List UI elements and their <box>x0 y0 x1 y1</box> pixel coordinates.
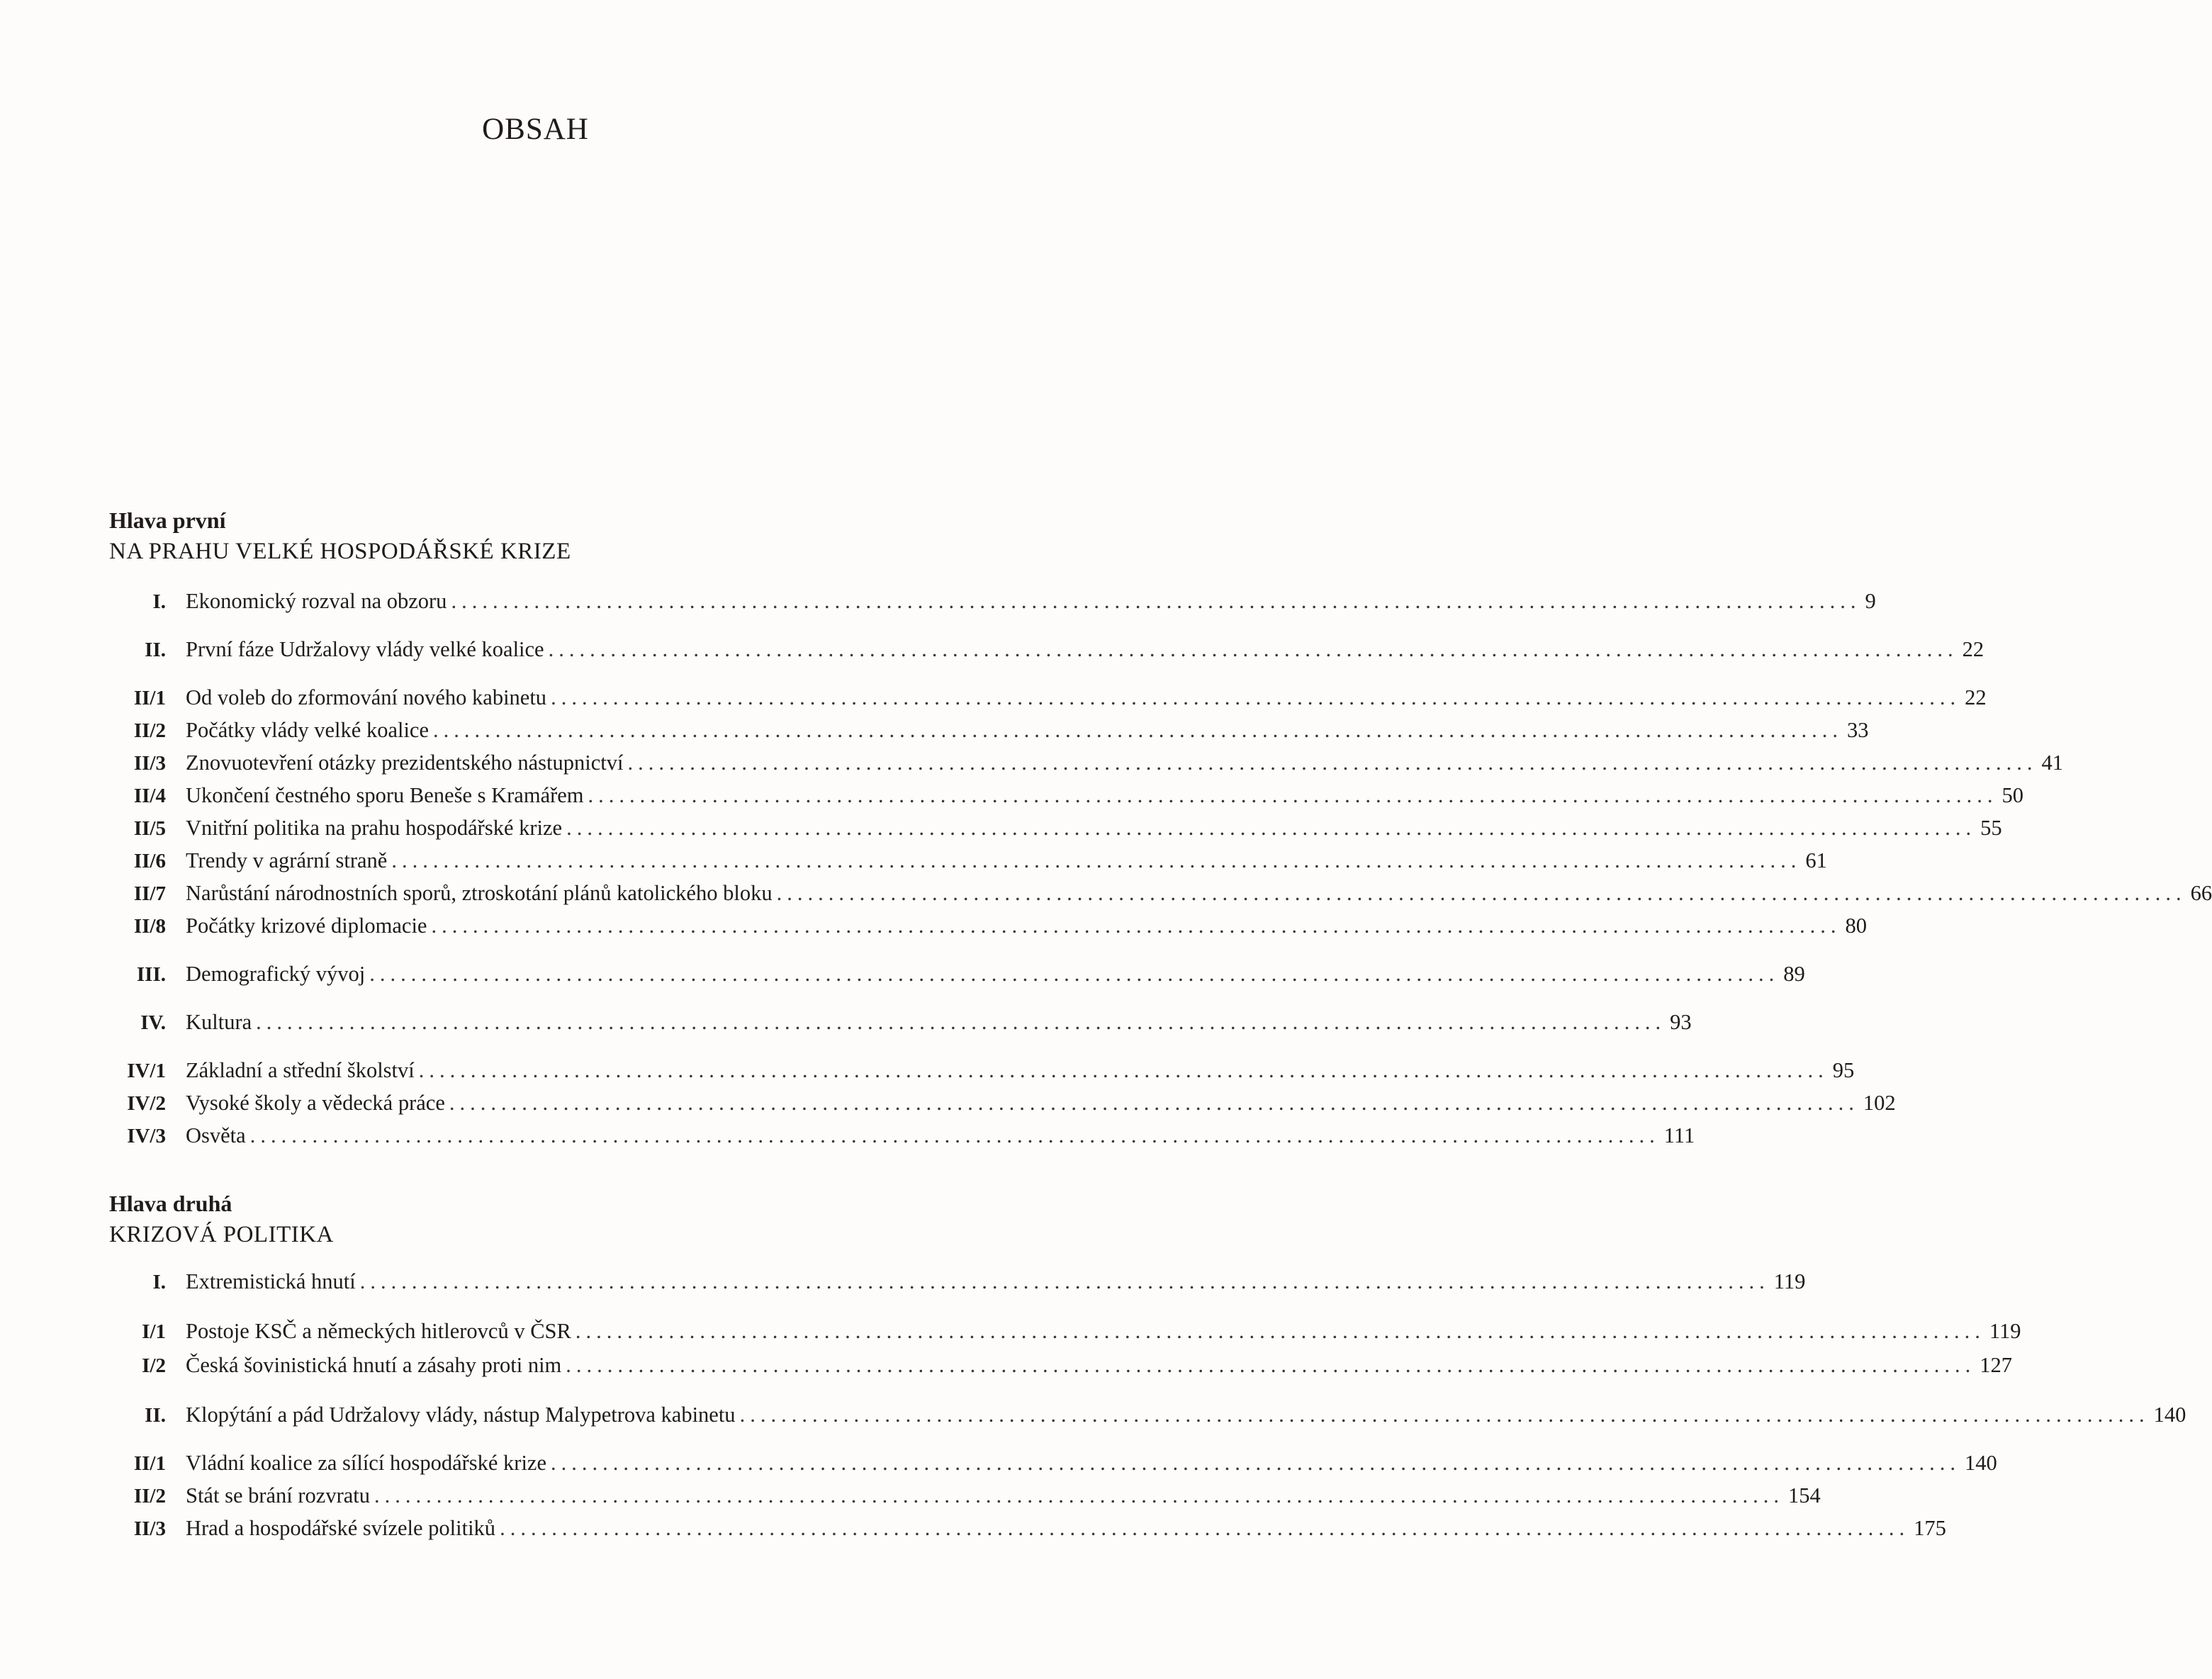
chapter-heading <box>109 506 960 568</box>
entry-page: 140 <box>1965 1451 1997 1475</box>
dot-leader: ........................................................................................................................................ <box>451 589 1861 613</box>
entry-number: I/1 <box>142 1320 166 1343</box>
entry-page: 119 <box>1773 1269 1806 1293</box>
dot-leader: ........................................................................................................................................ <box>418 1058 1829 1082</box>
entry-title: Ekonomický rozval na obzoru <box>186 589 447 613</box>
entry-number: II/7 <box>133 882 166 905</box>
entry-page: 89 <box>1783 962 1805 986</box>
dot-leader: ........................................................................................................................................ <box>431 914 1841 938</box>
entry-title: Vládní koalice za sílící hospodářské krize <box>186 1451 546 1475</box>
toc-entry[interactable] <box>109 634 1984 665</box>
entry-number: I. <box>152 1271 166 1293</box>
dot-leader: ........................................................................................................................................ <box>500 1516 1910 1540</box>
entry-number: IV/2 <box>127 1092 166 1115</box>
entry-number: IV/1 <box>127 1060 166 1082</box>
entry-title: Extremistická hnutí <box>186 1269 356 1293</box>
toc-entry[interactable] <box>109 1399 2186 1430</box>
entry-title: Klopýtání a pád Udržalovy vlády, nástup Malypetrova kabinetu <box>186 1403 736 1427</box>
entry-page: 50 <box>2002 783 2024 807</box>
toc-entry[interactable] <box>109 714 1869 746</box>
entry-title: Kultura <box>186 1010 252 1034</box>
entry-number: II/1 <box>133 1452 166 1475</box>
entry-title: Od voleb do zformování nového kabinetu <box>186 685 547 709</box>
toc-entry[interactable] <box>109 958 1805 989</box>
toc-entry[interactable] <box>109 1447 1997 1478</box>
entry-page: 22 <box>1965 685 1987 709</box>
dot-leader: ........................................................................................................................................ <box>433 718 1843 742</box>
entry-number: III. <box>136 963 166 986</box>
toc-entry[interactable] <box>109 780 2024 811</box>
entry-page: 33 <box>1847 718 1869 742</box>
toc-entry[interactable] <box>109 747 2063 778</box>
entry-number: II/8 <box>133 915 166 938</box>
toc-entry[interactable] <box>109 877 2212 909</box>
entry-number: II. <box>145 639 166 661</box>
entry-page: 9 <box>1865 589 1876 613</box>
entry-number: II. <box>145 1404 166 1427</box>
entry-title: Osvěta <box>186 1123 246 1147</box>
entry-number: II/3 <box>133 1517 166 1540</box>
dot-leader: ........................................................................................................................................ <box>551 685 1961 709</box>
entry-title: Trendy v agrární straně <box>186 848 388 872</box>
entry-page: 119 <box>1989 1319 2021 1343</box>
dot-leader: ........................................................................................................................................ <box>449 1091 1859 1115</box>
dot-leader: ........................................................................................................................................ <box>369 962 1780 986</box>
entry-page: 93 <box>1670 1010 1692 1034</box>
toc-entry[interactable] <box>109 682 1987 713</box>
chapter-title: NA PRAHU VELKÉ HOSPODÁŘSKÉ KRIZE <box>109 539 571 564</box>
entry-title: Hrad a hospodářské svízele politiků <box>186 1516 496 1540</box>
toc-entry[interactable] <box>109 1315 2021 1347</box>
toc-entry[interactable] <box>109 812 2002 843</box>
toc-entry[interactable] <box>109 1055 1855 1086</box>
dot-leader: ........................................................................................................................................ <box>359 1269 1770 1293</box>
dot-leader: ........................................................................................................................................ <box>627 751 2038 775</box>
entry-page: 95 <box>1832 1058 1855 1082</box>
chapter-label: Hlava druhá <box>109 1191 232 1216</box>
entry-title: Postoje KSČ a německých hitlerovců v ČSR <box>186 1319 571 1343</box>
entry-title: Ukončení čestného sporu Beneše s Kramářem <box>186 783 584 807</box>
entry-number: II/4 <box>133 785 166 807</box>
entry-number: II/2 <box>133 719 166 742</box>
entry-page: 55 <box>1980 816 2002 840</box>
entry-number: II/3 <box>133 752 166 775</box>
dot-leader: ........................................................................................................................................ <box>566 1353 1976 1377</box>
entry-title: Česká šovinistická hnutí a zásahy proti nim <box>186 1353 562 1377</box>
entry-page: 102 <box>1863 1091 1896 1115</box>
entry-page: 154 <box>1788 1483 1821 1507</box>
entry-title: Znovuotevření otázky prezidentského nástupnictví <box>186 751 624 775</box>
entry-title: První fáze Udržalovy vlády velké koalice <box>186 637 544 661</box>
toc-entry[interactable] <box>109 1087 1896 1118</box>
toc-entry[interactable] <box>109 1480 1821 1511</box>
toc-entry[interactable] <box>109 845 1827 876</box>
entry-page: 111 <box>1663 1123 1695 1147</box>
entry-number: II/2 <box>133 1485 166 1507</box>
toc-entry[interactable] <box>109 1349 2013 1381</box>
entry-title: Základní a střední školství <box>186 1058 415 1082</box>
entry-number: II/1 <box>133 687 166 709</box>
dot-leader: ........................................................................................................................................ <box>739 1403 2150 1427</box>
dot-leader: ........................................................................................................................................ <box>374 1483 1785 1507</box>
entry-number: II/6 <box>133 850 166 872</box>
entry-page: 140 <box>2153 1403 2186 1427</box>
dot-leader: ........................................................................................................................................ <box>575 1319 1985 1343</box>
toc-entry[interactable] <box>109 585 1876 617</box>
dot-leader: ........................................................................................................................................ <box>249 1123 1660 1147</box>
chapter-heading <box>109 1189 960 1252</box>
entry-page: 22 <box>1962 637 1984 661</box>
toc-entry[interactable] <box>109 1512 1946 1544</box>
toc-entry[interactable] <box>109 1120 1695 1151</box>
chapter-label: Hlava první <box>109 507 226 533</box>
entry-title: Narůstání národnostních sporů, ztroskotání plánů katolického bloku <box>186 881 773 905</box>
dot-leader: ........................................................................................................................................ <box>256 1010 1666 1034</box>
dot-leader: ........................................................................................................................................ <box>548 637 1958 661</box>
entry-page: 41 <box>2041 751 2063 775</box>
entry-page: 80 <box>1845 914 1867 938</box>
toc-entry[interactable] <box>109 1266 1806 1297</box>
dot-leader: ........................................................................................................................................ <box>551 1451 1960 1475</box>
entry-page: 127 <box>1980 1353 2013 1377</box>
entry-page: 175 <box>1914 1516 1946 1540</box>
entry-title: Vnitřní politika na prahu hospodářské krize <box>186 816 563 840</box>
entry-page: 61 <box>1805 848 1827 872</box>
entry-title: Stát se brání rozvratu <box>186 1483 371 1507</box>
dot-leader: ........................................................................................................................................ <box>588 783 1998 807</box>
toc-entry[interactable] <box>109 910 1867 941</box>
entry-title: Počátky vlády velké koalice <box>186 718 430 742</box>
entry-number: I/2 <box>142 1354 166 1377</box>
dot-leader: ........................................................................................................................................ <box>776 881 2186 905</box>
chapter-title: KRIZOVÁ POLITIKA <box>109 1222 334 1247</box>
page-title: OBSAH <box>482 113 589 146</box>
entry-title: Vysoké školy a vědecká práce <box>186 1091 445 1115</box>
entry-number: IV. <box>140 1011 166 1034</box>
entry-number: II/5 <box>133 817 166 840</box>
entry-page: 66 <box>2190 881 2212 905</box>
dot-leader: ........................................................................................................................................ <box>391 848 1802 872</box>
entry-number: I. <box>152 590 166 613</box>
dot-leader: ........................................................................................................................................ <box>566 816 1977 840</box>
entry-title: Demografický vývoj <box>186 962 366 986</box>
toc-entry[interactable] <box>109 1006 1692 1038</box>
entry-title: Počátky krizové diplomacie <box>186 914 427 938</box>
entry-number: IV/3 <box>127 1125 166 1147</box>
